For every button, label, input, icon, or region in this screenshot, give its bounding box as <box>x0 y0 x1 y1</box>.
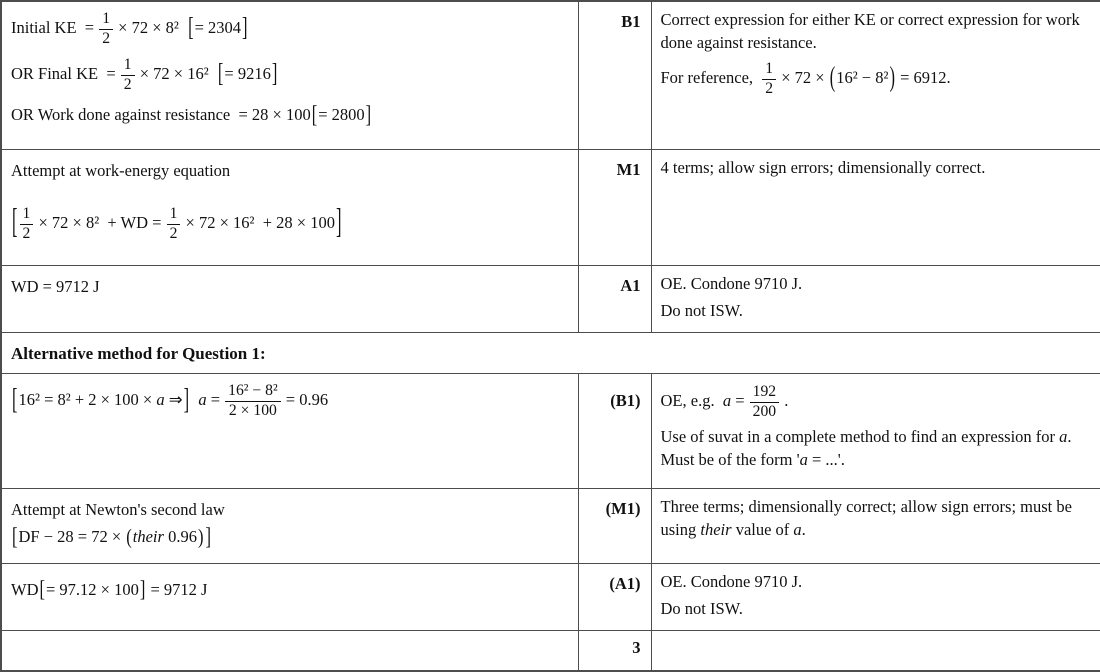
guidance-cell <box>651 563 1100 630</box>
answer-cell <box>1 265 578 332</box>
guidance-line: OE. Condone 9710 J. <box>660 273 803 293</box>
guidance-line: 4 terms; allow sign errors; dimensionally correct. <box>660 157 986 177</box>
mark-cell: M1 <box>578 149 651 265</box>
guidance-line: Use of suvat in a complete method to find an expression for a. Must be of the form 'a = ...'. <box>660 426 1076 469</box>
guidance-line: Three terms; dimensionally correct; allow sign errors; must be using their value of a. <box>660 496 1077 539</box>
formula-line: [16² = 8² + 2 × 100 × a ⇒] a = $\frac{\text{16² − 8²}}{2 \times 100}$ = 0.96 <box>12 381 329 419</box>
total-marks: 3 <box>578 631 651 671</box>
mark-cell: (A1) <box>578 563 651 630</box>
guidance-line: For reference, $\frac{1}{2}$ × 72 × (16² − 8²) = 6912. <box>660 60 951 98</box>
formula-line: [DF − 28 = 72 × (their 0.96) ] <box>12 521 211 550</box>
formula-line: WD[= 97.12 × 100] = 9712 J <box>11 575 208 603</box>
guidance-cell <box>651 373 1100 488</box>
answer-cell <box>1 149 578 265</box>
guidance-line: Do not ISW. <box>660 300 743 320</box>
guidance-cell <box>651 1 1100 149</box>
answer-cell <box>1 488 578 563</box>
guidance-line: OE, e.g. a = $\frac{192}{200}$ . <box>660 382 789 420</box>
table-row <box>1 488 1100 563</box>
mark-cell: B1 <box>578 1 651 149</box>
answer-cell <box>1 373 578 488</box>
formula-line: OR Final KE = $\frac{1}{2}$ × 72 × 16² [= 9216] <box>11 55 278 93</box>
answer-cell <box>1 1 578 149</box>
guidance-line: OE. Condone 9710 J. <box>660 571 803 591</box>
alt-method-header: Alternative method for Question 1: <box>1 332 1100 373</box>
guidance-cell <box>651 488 1100 563</box>
table-row <box>1 1 1100 149</box>
table-row <box>1 631 1100 671</box>
table-row <box>1 332 1100 373</box>
guidance-cell <box>651 149 1100 265</box>
formula-line: Attempt at work-energy equation <box>11 160 231 180</box>
guidance-cell <box>651 265 1100 332</box>
formula-line: [ $\frac{1}{2}$ × 72 × 8² + WD = $\frac{1}{2}$ × 72 × 16² + 28 × 100] <box>12 201 342 242</box>
mark-cell: (B1) <box>578 373 651 488</box>
formula-line: Attempt at Newton's second law <box>11 499 225 519</box>
table-row <box>1 149 1100 265</box>
formula-line: OR Work done against resistance = 28 × 100[= 2800] <box>11 99 372 128</box>
answer-cell <box>1 563 578 630</box>
formula-line: Initial KE = $\frac{1}{2}$ × 72 × 8² [= 2304] <box>11 10 248 47</box>
guidance-line: Correct expression for either KE or correct expression for work done against resistance. <box>660 10 1084 53</box>
mark-cell: (M1) <box>578 488 651 563</box>
formula-line: WD = 9712 J <box>11 276 100 296</box>
guidance-cell <box>651 631 1100 671</box>
mark-cell: A1 <box>578 265 651 332</box>
table-row <box>1 265 1100 332</box>
table-row <box>1 373 1100 488</box>
answer-cell <box>1 631 578 671</box>
guidance-line: Do not ISW. <box>660 598 743 618</box>
table-row <box>1 563 1100 630</box>
